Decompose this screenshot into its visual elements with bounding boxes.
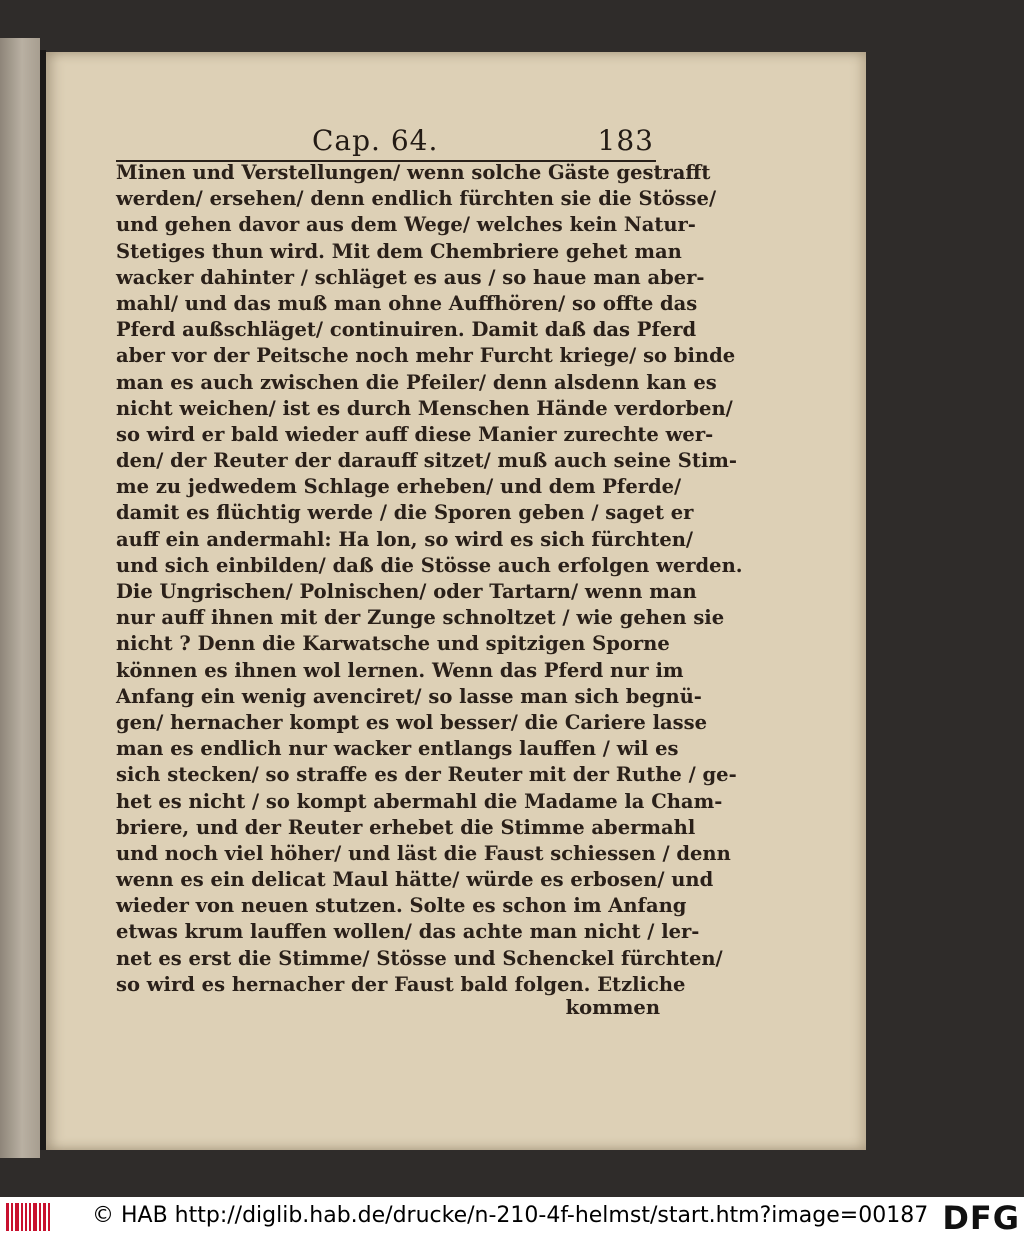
- text-line: Pferd außschläget/ continuiren. Damit daß das Pferd: [116, 318, 697, 342]
- text-line: und gehen davor aus dem Wege/ welches kein Natur-: [116, 213, 696, 237]
- text-line: man es auch zwischen die Pfeiler/ denn alsdenn kan es: [116, 370, 717, 394]
- text-line: wieder von neuen stutzen. Solte es schon im Anfang: [116, 894, 687, 918]
- text-line: etwas krum lauffen wollen/ das achte man nicht / ler-: [116, 920, 700, 944]
- text-line: aber vor der Peitsche noch mehr Furcht kriege/ so binde: [116, 344, 736, 368]
- text-line: Die Ungrischen/ Polnischen/ oder Tartarn/ wenn man: [116, 580, 697, 603]
- previous-page-edge: [0, 38, 40, 1158]
- text-line: so wird er bald wieder auff diese Manier zurechte wer-: [116, 422, 714, 446]
- catchword: kommen: [565, 996, 660, 1019]
- text-line: nur auff ihnen mit der Zunge schnoltzet / wie gehen sie: [116, 606, 725, 630]
- body-text: [116, 160, 743, 998]
- text-line: nicht ? Denn die Karwatsche und spitzigen Sporne: [116, 632, 670, 656]
- page-number: 183: [597, 124, 654, 157]
- text-line: man es endlich nur wacker entlangs lauffen / wil es: [116, 737, 679, 761]
- text-line: me zu jedwedem Schlage erheben/ und dem Pferde/: [116, 475, 682, 499]
- text-line: Stetiges thun wird. Mit dem Chembriere gehet man: [116, 239, 682, 263]
- text-line: den/ der Reuter der darauff sitzet/ muß auch seine Stim-: [116, 449, 738, 473]
- text-line: wenn es ein delicat Maul hätte/ würde es erbosen/ und: [116, 868, 714, 892]
- text-line: net es erst die Stimme/ Stösse und Schenckel fürchten/: [116, 946, 723, 970]
- copyright-url[interactable]: © HAB http://diglib.hab.de/drucke/n-210-4f-helmst/start.htm?image=00187: [92, 1203, 929, 1228]
- text-line: Anfang ein wenig avenciret/ so lasse man sich begnü-: [116, 684, 702, 708]
- text-line: nicht weichen/ ist es durch Menschen Hände verdorben/: [116, 396, 733, 420]
- hab-barcode-logo-icon: [6, 1203, 50, 1231]
- text-line: sich stecken/ so straffe es der Reuter mit der Ruthe / ge-: [116, 763, 737, 787]
- dfg-logo-icon: DFG: [942, 1199, 1020, 1237]
- text-line: damit es flüchtig werde / die Sporen geben / saget er: [116, 501, 694, 525]
- text-line: Minen und Verstellungen/ wenn solche Gäste gestrafft: [116, 161, 711, 184]
- text-line: und sich einbilden/ daß die Stösse auch erfolgen werden.: [116, 553, 743, 577]
- text-line: und noch viel höher/ und läst die Faust schiessen / denn: [116, 841, 731, 865]
- text-line: werden/ ersehen/ denn endlich fürchten sie die Stösse/: [116, 187, 717, 211]
- text-line: mahl/ und das muß man ohne Auffhören/ so offte das: [116, 291, 698, 315]
- page-header: [116, 120, 656, 162]
- text-line: können es ihnen wol lernen. Wenn das Pferd nur im: [116, 658, 684, 682]
- text-line: wacker dahinter / schläget es aus / so haue man aber-: [116, 265, 705, 289]
- text-line: so wird es hernacher der Faust bald folgen. Etzliche: [116, 972, 686, 996]
- text-line: het es nicht / so kompt abermahl die Madame la Cham-: [116, 789, 723, 813]
- running-title: Cap. 64.: [312, 124, 439, 157]
- text-line: gen/ hernacher kompt es wol besser/ die Cariere lasse: [116, 710, 708, 734]
- text-line: briere, und der Reuter erhebet die Stimme abermahl: [116, 815, 696, 839]
- footer-bar: [0, 1197, 1024, 1237]
- text-line: auff ein andermahl: Ha lon, so wird es sich fürchten/: [116, 527, 694, 551]
